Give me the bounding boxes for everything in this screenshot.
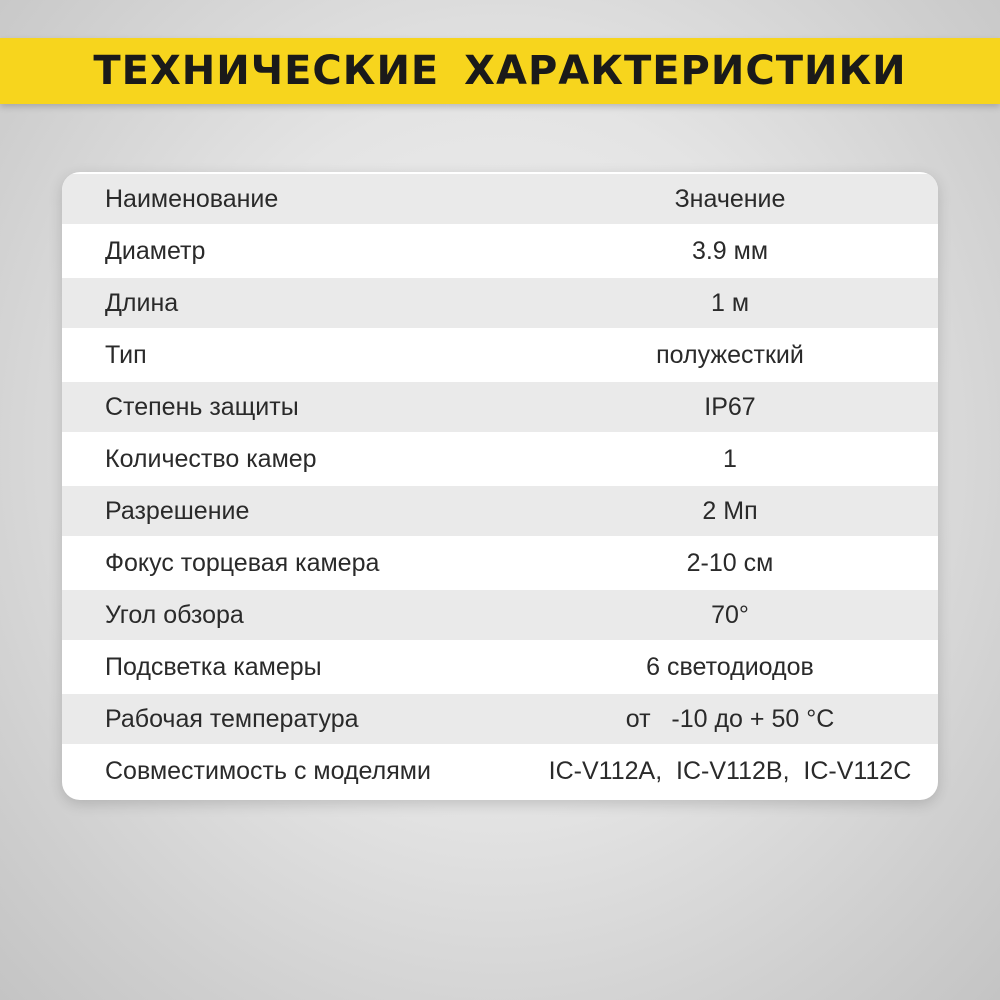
spec-value: 6 светодиодов — [646, 652, 814, 681]
spec-value: IC-V112A, IC-V112B, IC-V112C — [548, 756, 912, 785]
table-row — [62, 226, 938, 276]
spec-value: 70° — [711, 600, 749, 629]
spec-name: Подсветка камеры — [105, 652, 322, 681]
spec-name: Длина — [105, 288, 179, 317]
spec-value: от -10 до + 50 °С — [625, 704, 835, 733]
spec-value: 2-10 см — [686, 548, 774, 577]
spec-value: 1 м — [710, 288, 750, 317]
spec-name: Фокус торцевая камера — [105, 548, 380, 577]
page-title: ТЕХНИЧЕСКИЕ ХАРАКТЕРИСТИКИ — [93, 48, 907, 94]
table-header-row — [62, 174, 938, 224]
spec-value: 1 — [723, 444, 737, 473]
column-header-name: Наименование — [105, 184, 279, 213]
spec-name: Разрешение — [105, 496, 250, 525]
spec-name: Диаметр — [105, 236, 206, 265]
spec-name: Рабочая температура — [105, 704, 359, 733]
spec-value: 3.9 мм — [691, 236, 769, 265]
column-header-value: Значение — [674, 184, 786, 213]
title-banner — [0, 38, 1000, 104]
table-row — [62, 486, 938, 536]
spec-name: Угол обзора — [105, 600, 244, 629]
spec-value: полужесткий — [656, 340, 804, 369]
spec-name: Тип — [105, 340, 147, 369]
table-row — [62, 382, 938, 432]
table-row — [62, 642, 938, 692]
table-row — [62, 330, 938, 380]
spec-name: Совместимость с моделями — [105, 756, 431, 785]
spec-name: Степень защиты — [105, 392, 299, 421]
spec-name: Количество камер — [105, 444, 317, 473]
table-row — [62, 694, 938, 744]
table-row — [62, 746, 938, 796]
table-row — [62, 590, 938, 640]
table-row — [62, 278, 938, 328]
table-row — [62, 538, 938, 588]
spec-value: 2 Мп — [702, 496, 758, 525]
spec-value: IP67 — [704, 392, 756, 421]
table-row — [62, 434, 938, 484]
specifications-table — [62, 172, 938, 800]
